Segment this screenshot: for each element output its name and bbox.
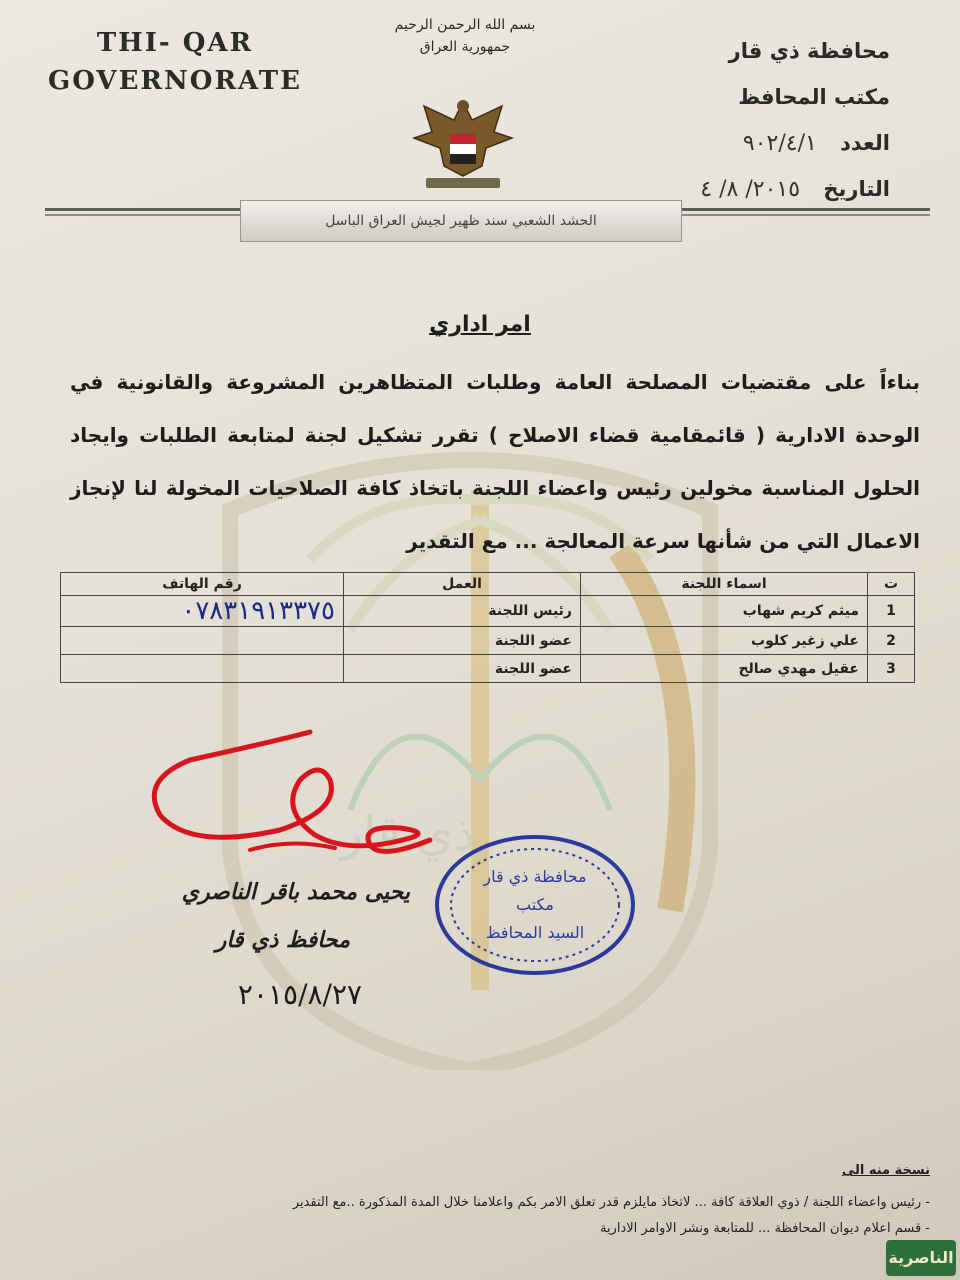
office-name: مكتب المحافظ <box>738 85 890 109</box>
stamp-line3: السيد المحافظ <box>485 923 585 942</box>
site-watermark-logo: الناصرية <box>886 1240 956 1276</box>
table-header-row <box>61 573 915 596</box>
english-governorate-title <box>40 24 310 100</box>
member-phone <box>61 627 344 655</box>
stamp-line2: مكتب <box>516 895 554 914</box>
row-num: 3 <box>868 655 915 683</box>
stamp-line1: محافظة ذي قار <box>483 867 587 886</box>
signatory-title: محافظ ذي قار <box>215 928 350 953</box>
copy-item: - رئيس واعضاء اللجنة / ذوي العلاقة كافة ... لاتخاذ مايلزم قدر تعلق الامر بكم واعلامنا خلال المدة المذكورة ..مع التقدير <box>70 1190 930 1216</box>
header-center <box>330 14 600 58</box>
member-phone-cell <box>61 596 344 627</box>
signatory-name: يحيى محمد باقر الناصري <box>181 880 410 905</box>
number-label: العدد <box>840 131 890 155</box>
member-phone <box>61 655 344 683</box>
signature-date: ٢٠١٥/٨/٢٧ <box>237 978 363 1011</box>
republic-name: جمهورية العراق <box>419 39 511 55</box>
english-title-line2: GOVERNORATE <box>48 66 302 96</box>
member-phone: ٠٧٨٣١٩١٣٣٧٥ <box>181 596 335 626</box>
date-label: التاريخ <box>823 177 890 201</box>
row-num: 2 <box>868 627 915 655</box>
governorate-name: محافظة ذي قار <box>728 39 890 63</box>
header-right <box>590 28 890 212</box>
table-row <box>61 627 915 655</box>
col-header-phone: رقم الهاتف <box>61 573 344 596</box>
col-header-name: اسماء اللجنة <box>581 573 868 596</box>
member-role: رئيس اللجنة <box>344 596 581 627</box>
row-num: 1 <box>868 596 915 627</box>
member-role: عضو اللجنة <box>344 655 581 683</box>
number-value: ٩٠٢/٤/١ <box>742 131 817 156</box>
number-row <box>590 120 890 166</box>
handwritten-signature <box>130 720 460 890</box>
copies-heading: نسخة منه الى <box>841 1163 930 1178</box>
svg-text:ذي قار: ذي قار <box>340 806 475 862</box>
copies-list <box>70 1190 930 1242</box>
copy-item: - قسم اعلام ديوان المحافظة ... للمتابعة ونشر الاوامر الادارية <box>70 1216 930 1242</box>
member-name: عقيل مهدي صالح <box>581 655 868 683</box>
member-role: عضو اللجنة <box>344 627 581 655</box>
iraq-eagle-emblem-icon <box>404 92 522 192</box>
member-name: علي زغير كلوب <box>581 627 868 655</box>
slogan-banner: الحشد الشعبي سند ظهير لجيش العراق الباسل <box>240 200 682 242</box>
member-name: ميثم كريم شهاب <box>581 596 868 627</box>
table-row <box>61 655 915 683</box>
committee-table <box>60 572 915 683</box>
document-title: امر اداري <box>429 312 531 337</box>
col-header-role: العمل <box>344 573 581 596</box>
english-title-line1: THI- QAR <box>96 28 254 58</box>
official-stamp <box>430 830 640 980</box>
table-row <box>61 596 915 627</box>
col-header-num: ت <box>868 573 915 596</box>
basmala: بسم الله الرحمن الرحيم <box>394 17 536 33</box>
order-body-text: بناءاً على مقتضيات المصلحة العامة وطلبات المتظاهرين المشروعة والقانونية في الوحدة الادارية ( قائمقامية قضاء الاصلاح ) تقرر تشكيل لجنة لمتابعة الطلبات وايجاد الحلول المناسبة مخولين رئيس واعضاء اللجنة باتخاذ كافة الصلاحيات المخولة لنا لإنجاز الاعمال التي من شأنها سرعة المعالجة ... مع التقدير <box>70 370 920 553</box>
date-value: ٢٠١٥/ ٨/ ٤ <box>700 177 801 202</box>
